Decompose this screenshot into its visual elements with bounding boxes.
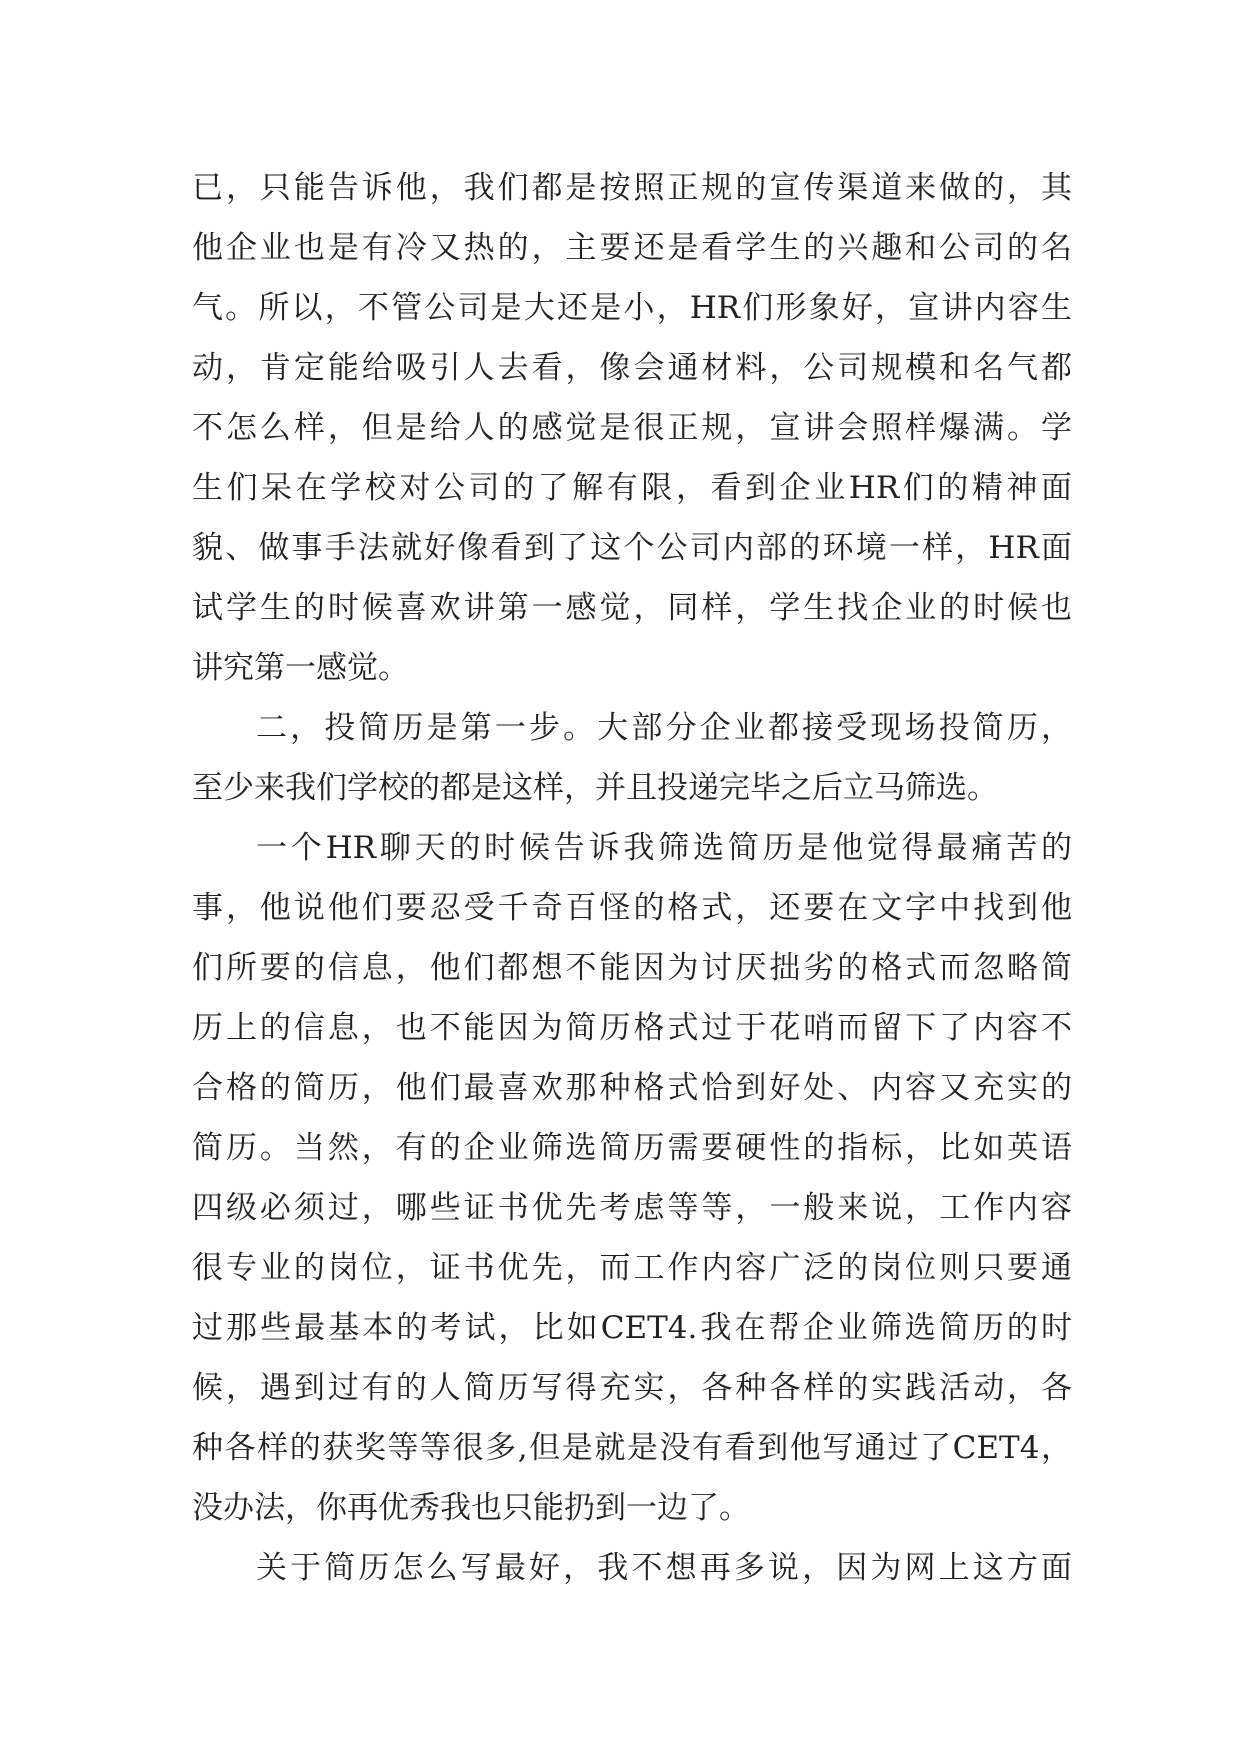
text-line: 合格的简历，他们最喜欢那种格式恰到好处、内容又充实的 [192, 1070, 1072, 1106]
text-line: 生们呆在学校对公司的了解有限，看到企业HR们的精神面 [192, 470, 1072, 506]
text-line: 关于简历怎么写最好，我不想再多说，因为网上这方面 [256, 1550, 1072, 1586]
text-line: 候，遇到过有的人简历写得充实，各种各样的实践活动，各 [192, 1370, 1072, 1406]
text-line: 二，投简历是第一步。大部分企业都接受现场投简历， [256, 710, 1072, 746]
text-line: 貌、做事手法就好像看到了这个公司内部的环境一样，HR面 [192, 530, 1072, 566]
text-line: 讲究第一感觉。 [192, 650, 409, 686]
text-line: 一个HR聊天的时候告诉我筛选简历是他觉得最痛苦的 [256, 830, 1072, 866]
text-line: 至少来我们学校的都是这样，并且投递完毕之后立马筛选。 [192, 770, 998, 806]
text-line: 气。所以，不管公司是大还是小，HR们形象好，宣讲内容生 [192, 290, 1072, 326]
text-line: 简历。当然，有的企业筛选简历需要硬性的指标，比如英语 [192, 1130, 1072, 1166]
text-line: 历上的信息，也不能因为简历格式过于花哨而留下了内容不 [192, 1010, 1072, 1046]
text-line: 事，他说他们要忍受千奇百怪的格式，还要在文字中找到他 [192, 890, 1072, 926]
text-line: 四级必须过，哪些证书优先考虑等等，一般来说，工作内容 [192, 1190, 1072, 1226]
text-line: 试学生的时候喜欢讲第一感觉，同样，学生找企业的时候也 [192, 590, 1072, 626]
text-line: 过那些最基本的考试，比如CET4.我在帮企业筛选简历的时 [192, 1310, 1072, 1346]
text-line: 种各样的获奖等等很多,但是就是没有看到他写通过了CET4， [192, 1430, 1072, 1466]
text-line: 已，只能告诉他，我们都是按照正规的宣传渠道来做的，其 [192, 170, 1072, 206]
text-line: 没办法，你再优秀我也只能扔到一边了。 [192, 1490, 750, 1526]
text-line: 们所要的信息，他们都想不能因为讨厌拙劣的格式而忽略简 [192, 950, 1072, 986]
text-line: 很专业的岗位，证书优先，而工作内容广泛的岗位则只要通 [192, 1250, 1072, 1286]
text-line: 不怎么样，但是给人的感觉是很正规，宣讲会照样爆满。学 [192, 410, 1072, 446]
text-line: 动，肯定能给吸引人去看，像会通材料，公司规模和名气都 [192, 350, 1072, 386]
text-line: 他企业也是有冷又热的，主要还是看学生的兴趣和公司的名 [192, 230, 1072, 266]
body-text [192, 158, 1072, 1598]
